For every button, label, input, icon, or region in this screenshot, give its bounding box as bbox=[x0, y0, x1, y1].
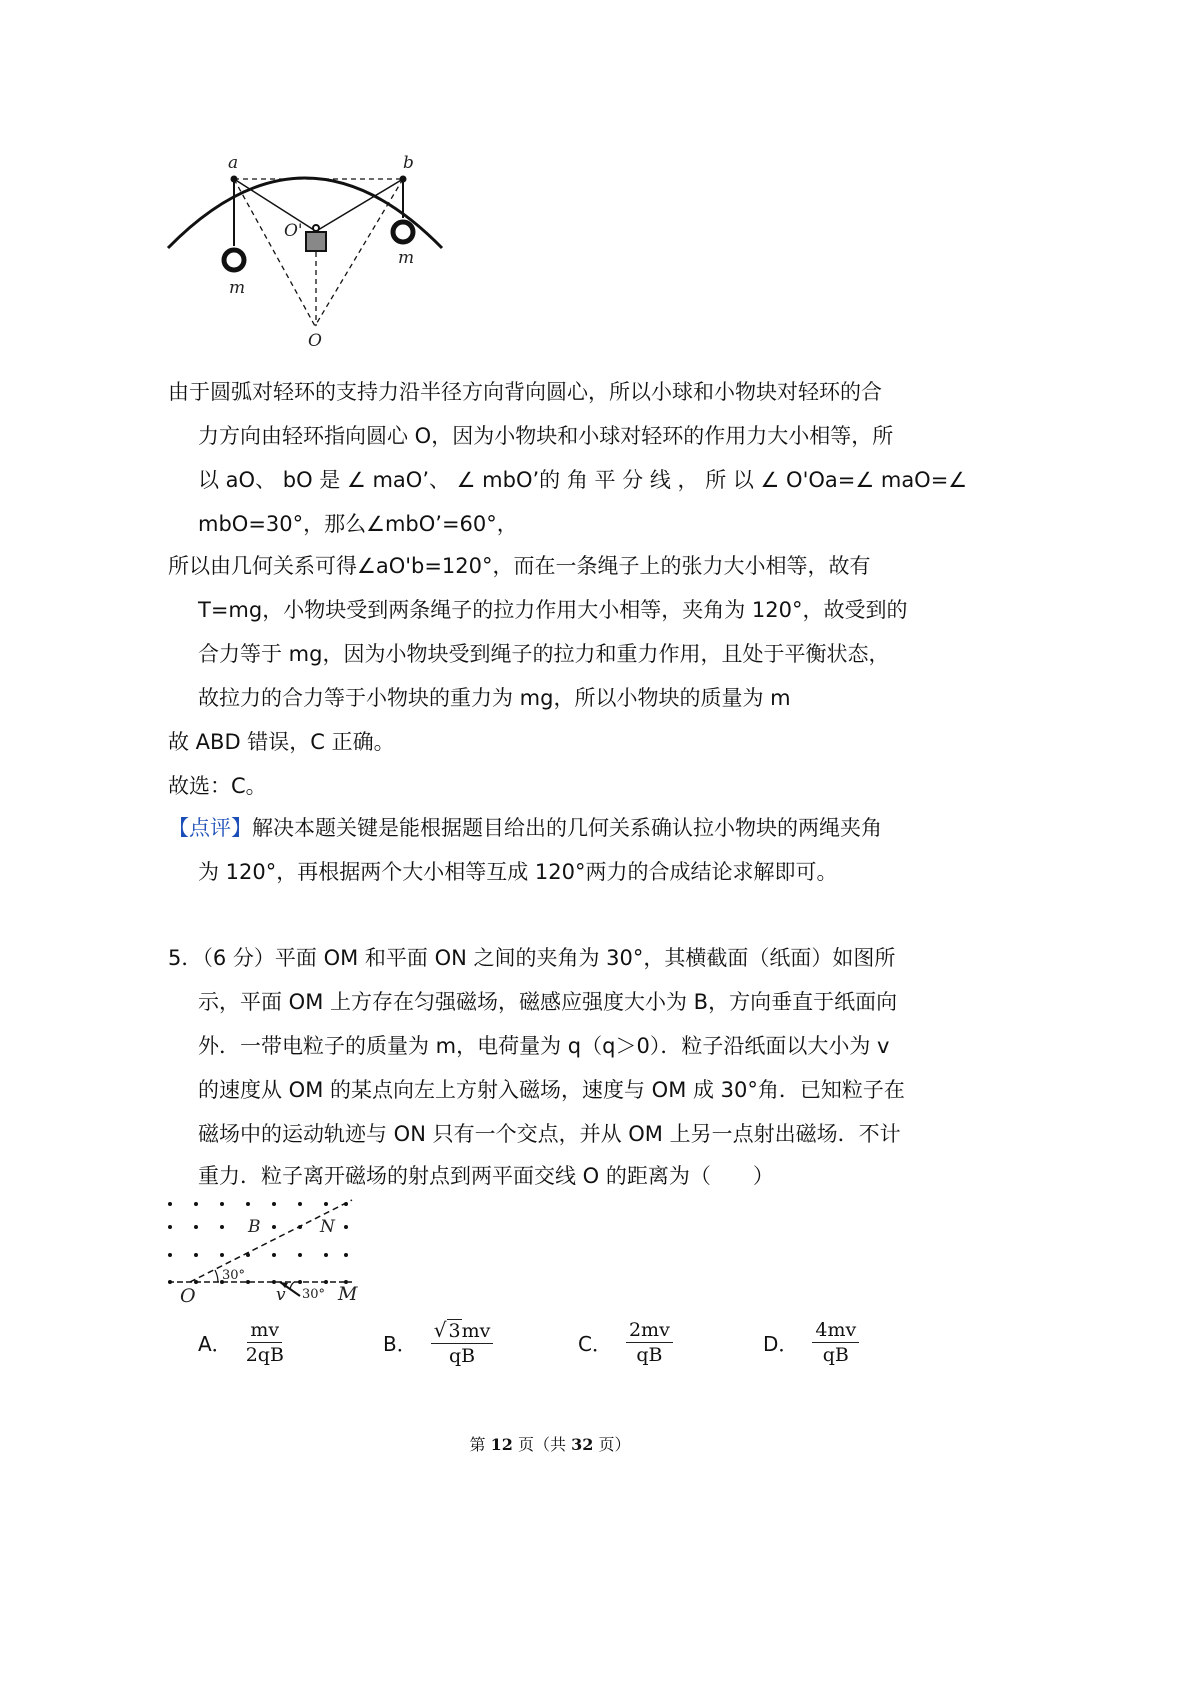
light-ring bbox=[313, 225, 319, 231]
label-M: M bbox=[338, 1283, 358, 1305]
label-B: B bbox=[248, 1217, 261, 1237]
small-block bbox=[306, 232, 326, 251]
denominator: 2qB bbox=[245, 1343, 284, 1366]
solution-line: mbO=30°，那么∠mbO’=60°， bbox=[198, 512, 518, 536]
fraction bbox=[626, 1319, 673, 1366]
solution-line: 故拉力的合力等于小物块的重力为 mg，所以小物块的质量为 m bbox=[198, 686, 791, 710]
angle-label-left: 30° bbox=[222, 1268, 246, 1283]
ring-right bbox=[393, 222, 413, 242]
conclusion: 故 ABD 错误，C 正确。 bbox=[168, 730, 395, 754]
numerator: 2mv bbox=[626, 1319, 673, 1343]
option-b[interactable] bbox=[383, 1316, 493, 1368]
comment-tag: 【点评】 bbox=[168, 816, 252, 840]
label-o-prime: O' bbox=[284, 221, 303, 241]
question-line: 外．一带电粒子的质量为 m，电荷量为 q（q＞0）．粒子沿纸面以大小为 v bbox=[198, 1034, 890, 1058]
comment-text: 解决本题关键是能根据题目给出的几何关系确认拉小物块的两绳夹角 bbox=[252, 816, 882, 840]
dashed-bO bbox=[315, 179, 403, 326]
fraction bbox=[431, 1318, 494, 1367]
point-b bbox=[400, 176, 407, 183]
question-line: 示，平面 OM 上方存在匀强磁场，磁感应强度大小为 B，方向垂直于纸面向 bbox=[198, 990, 898, 1014]
angle-arc-right bbox=[290, 1282, 294, 1290]
label-o: O bbox=[308, 331, 322, 351]
question-line: 磁场中的运动轨迹与 ON 只有一个交点，并从 OM 上另一点射出磁场．不计 bbox=[198, 1122, 901, 1146]
fraction bbox=[812, 1319, 859, 1366]
option-a[interactable] bbox=[198, 1316, 284, 1368]
option-d[interactable] bbox=[763, 1316, 859, 1368]
footer-mid: 页（共 bbox=[517, 1435, 566, 1454]
option-c[interactable] bbox=[578, 1316, 673, 1368]
label-m-left: m bbox=[229, 278, 246, 298]
ring-left bbox=[224, 250, 244, 270]
point-a bbox=[231, 176, 238, 183]
solution-line: 所以由几何关系可得∠aO'b=120°，而在一条绳子上的张力大小相等，故有 bbox=[168, 554, 871, 578]
denominator: qB bbox=[636, 1343, 663, 1366]
magnetic-field-figure bbox=[160, 1196, 370, 1308]
radicand: 3 bbox=[448, 1319, 461, 1342]
numerator: mv bbox=[247, 1319, 282, 1343]
fraction bbox=[246, 1319, 284, 1366]
option-letter: C． bbox=[578, 1331, 612, 1356]
option-letter: D． bbox=[763, 1331, 799, 1356]
footer-prefix: 第 bbox=[469, 1435, 486, 1454]
label-v: v bbox=[276, 1285, 286, 1305]
label-b: b bbox=[403, 153, 414, 173]
solution-line: 由于圆弧对轻环的支持力沿半径方向背向圆心，所以小球和小物块对轻环的合 bbox=[168, 380, 882, 404]
solution-line: T=mg，小物块受到两条绳子的拉力作用大小相等，夹角为 120°，故受到的 bbox=[198, 598, 908, 622]
comment bbox=[168, 812, 882, 842]
page-footer bbox=[0, 1432, 1100, 1455]
denominator: qB bbox=[822, 1343, 849, 1366]
dashed-aO bbox=[234, 179, 315, 326]
solution-line: 合力等于 mg，因为小物块受到绳子的拉力和重力作用，且处于平衡状态， bbox=[198, 642, 890, 666]
solution-line: 力方向由轻环指向圆心 O，因为小物块和小球对轻环的作用力大小相等，所 bbox=[198, 424, 894, 448]
option-letter: A． bbox=[198, 1331, 232, 1356]
page-number: 12 bbox=[490, 1435, 513, 1454]
comment-line: 为 120°，再根据两个大小相等互成 120°两力的合成结论求解即可。 bbox=[198, 860, 838, 884]
angle-arc-left bbox=[215, 1270, 218, 1282]
arc-rings-figure bbox=[160, 148, 450, 353]
numerator bbox=[431, 1318, 494, 1344]
numerator-text: mv bbox=[461, 1319, 491, 1342]
solution-line: 以 aO、 bO 是 ∠ maO’、 ∠ mbO’的 角 平 分 线 ， 所 以 ∠ O'Oa=∠ maO=∠ bbox=[198, 468, 968, 492]
footer-suffix: 页） bbox=[598, 1435, 631, 1454]
denominator: qB bbox=[448, 1344, 476, 1367]
label-N: N bbox=[320, 1217, 335, 1237]
question-line: 5．（6 分）平面 OM 和平面 ON 之间的夹角为 30°，其横截面（纸面）如图所 bbox=[168, 946, 896, 970]
option-letter: B． bbox=[383, 1331, 417, 1356]
plane-ON bbox=[190, 1200, 352, 1282]
field-dots bbox=[168, 1202, 348, 1284]
label-O: O bbox=[180, 1285, 196, 1307]
page-total: 32 bbox=[571, 1435, 594, 1454]
question-line: 的速度从 OM 的某点向左上方射入磁场，速度与 OM 成 30°角．已知粒子在 bbox=[198, 1078, 905, 1102]
answer: 故选：C。 bbox=[168, 774, 267, 798]
numerator: 4mv bbox=[812, 1319, 859, 1343]
question-line: 重力．粒子离开磁场的射点到两平面交线 O 的距离为（ ） bbox=[198, 1164, 774, 1188]
angle-label-right: 30° bbox=[302, 1287, 326, 1302]
sqrt: √ 3 bbox=[433, 1317, 461, 1342]
label-m-right: m bbox=[398, 248, 415, 268]
label-a: a bbox=[228, 153, 239, 173]
